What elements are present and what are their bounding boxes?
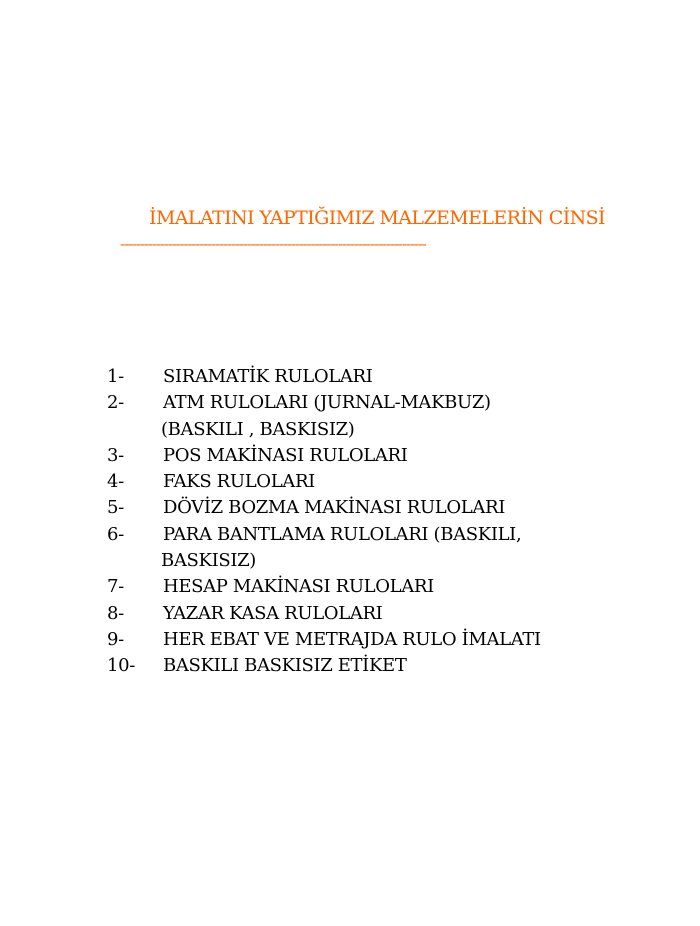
item-text: [163, 627, 667, 653]
product-list: [107, 364, 667, 680]
item-line: BASKISIZ): [161, 550, 256, 572]
list-item: [107, 627, 667, 653]
item-line: BASKILI BASKISIZ ETİKET: [163, 655, 407, 677]
list-item: [107, 522, 667, 575]
item-text: [163, 522, 667, 575]
item-number: 8-: [107, 602, 124, 624]
item-line: FAKS RULOLARI: [163, 471, 315, 493]
list-item: [107, 469, 667, 495]
item-line: (BASKILI , BASKISIZ): [161, 418, 355, 440]
page-title: İMALATINI YAPTIĞIMIZ MALZEMELERİN CİNSİ: [149, 207, 605, 229]
item-line: POS MAKİNASI RULOLARI: [163, 444, 408, 466]
item-line: HESAP MAKİNASI RULOLARI: [163, 576, 434, 598]
item-number: 4-: [107, 471, 124, 493]
item-number: 3-: [107, 444, 124, 466]
item-line: YAZAR KASA RULOLARI: [163, 602, 383, 624]
item-number: 7-: [107, 576, 124, 598]
item-number: 6-: [107, 523, 124, 545]
list-item: [107, 495, 667, 521]
item-line: DÖVİZ BOZMA MAKİNASI RULOLARI: [163, 497, 505, 519]
item-text: [163, 653, 667, 679]
item-number: 2-: [107, 392, 124, 414]
list-item: [107, 653, 667, 679]
item-line: SIRAMATİK RULOLARI: [163, 366, 373, 387]
item-text: [163, 574, 667, 600]
item-line: ATM RULOLARI (JURNAL-MAKBUZ): [163, 392, 491, 414]
item-text: [163, 443, 667, 469]
list-item: [107, 390, 667, 443]
list-item: [107, 574, 667, 600]
item-text: [163, 601, 667, 627]
item-number: 5-: [107, 497, 124, 519]
item-line: HER EBAT VE METRAJDA RULO İMALATI: [163, 628, 541, 650]
item-text: [163, 469, 667, 495]
item-number: 9-: [107, 628, 124, 650]
list-item: [107, 443, 667, 469]
title-underline-dashes: -----------------------------------------------------------------------------: [120, 235, 426, 253]
list-item: [107, 601, 667, 627]
item-text: [163, 495, 667, 521]
item-number: 1-: [107, 366, 124, 387]
item-line: PARA BANTLAMA RULOLARI (BASKILI,: [163, 523, 522, 545]
item-number: 10-: [107, 655, 135, 677]
list-item: [107, 364, 667, 390]
item-text: [163, 390, 667, 443]
item-text: [163, 364, 667, 390]
